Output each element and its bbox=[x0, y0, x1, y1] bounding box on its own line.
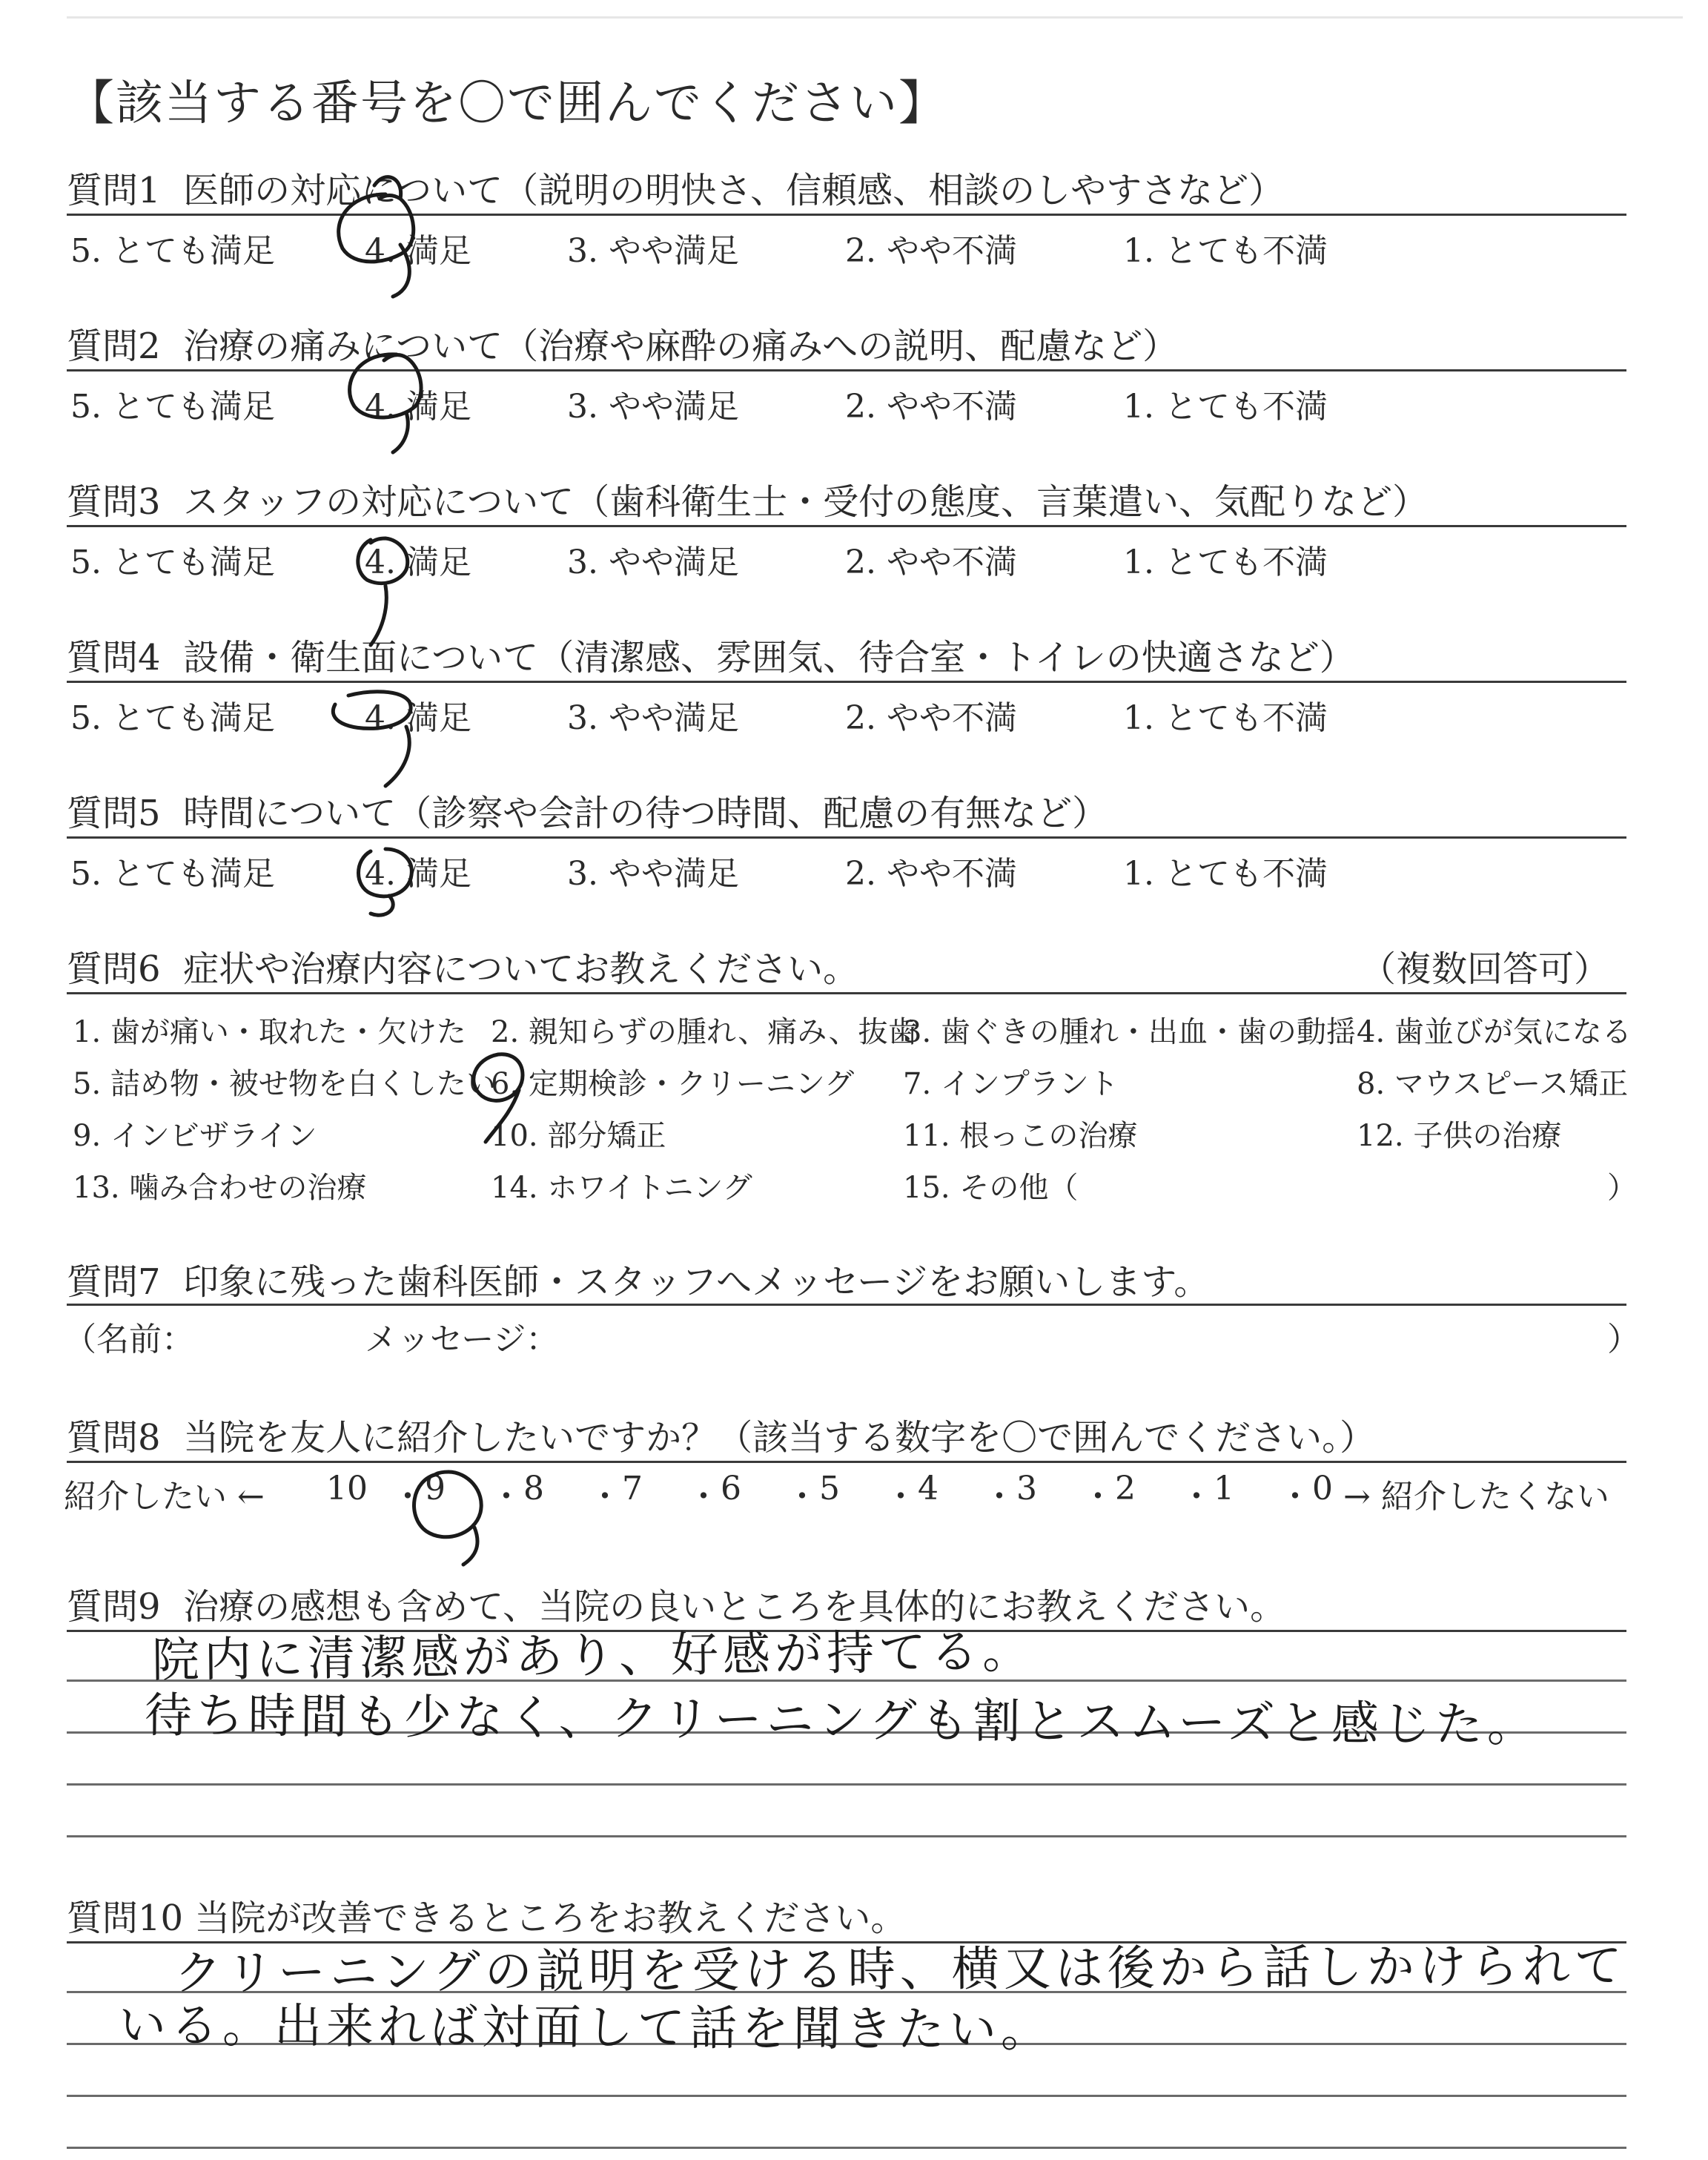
q4-selection-circle bbox=[333, 692, 411, 729]
q3-option-2[interactable]: 2. やや不満 bbox=[845, 544, 1017, 581]
q6-item-14[interactable]: 14. ホワイトニング bbox=[491, 1171, 752, 1205]
q3-option-5[interactable]: 5. とても満足 bbox=[70, 544, 275, 581]
q3-option-1[interactable]: 1. とても不満 bbox=[1123, 544, 1328, 581]
q8-scale-3[interactable]: 3 bbox=[1016, 1470, 1037, 1507]
q8-scale-separator: ・ bbox=[687, 1478, 720, 1516]
q8-scale-2[interactable]: 2 bbox=[1115, 1470, 1136, 1507]
q4-option-5[interactable]: 5. とても満足 bbox=[70, 699, 275, 737]
q8-scale-9[interactable]: 9 bbox=[425, 1470, 446, 1507]
q6-item-6[interactable]: 6. 定期検診・クリーニング bbox=[491, 1067, 855, 1101]
q4-selection-tail bbox=[385, 727, 409, 786]
question-10-text: 当院が改善できるところをお教えください。 bbox=[194, 1898, 907, 1939]
question-6-label: 質問6 bbox=[67, 948, 161, 990]
q6-item-11[interactable]: 11. 根っこの治療 bbox=[903, 1119, 1138, 1153]
q2-option-1[interactable]: 1. とても不満 bbox=[1123, 388, 1328, 426]
q5-option-2[interactable]: 2. やや不満 bbox=[845, 855, 1017, 893]
question-9-text: 治療の感想も含めて、当院の良いところを具体的にお教えください。 bbox=[183, 1586, 1286, 1628]
q10-handwritten-answer-2: いる。出来れば対面して話を聞きたい。 bbox=[118, 1998, 1053, 2058]
q8-scale-separator: ・ bbox=[1279, 1478, 1311, 1516]
q1-option-4[interactable]: 4. 満足 bbox=[365, 232, 471, 270]
q3-option-3[interactable]: 3. やや満足 bbox=[567, 544, 739, 581]
q6-item-9[interactable]: 9. インビザライン bbox=[73, 1119, 317, 1153]
q6-item-3[interactable]: 3. 歯ぐきの腫れ・出血・歯の動揺 bbox=[903, 1015, 1356, 1049]
question-5-label: 質問5 bbox=[67, 793, 161, 834]
q8-scale-separator: ・ bbox=[786, 1478, 818, 1516]
q6-item-5[interactable]: 5. 詰め物・被せ物を白くしたい bbox=[73, 1067, 496, 1101]
q8-selection-circle bbox=[414, 1472, 482, 1537]
q8-scale-separator: ・ bbox=[1180, 1478, 1213, 1516]
q7-message-label: メッセージ： bbox=[365, 1321, 559, 1358]
q3-selection-circle bbox=[358, 538, 408, 584]
q2-option-4[interactable]: 4. 満足 bbox=[365, 388, 471, 426]
q9-handwritten-answer-2: 待ち時間も少なく、クリーニングも割とスムーズと感じた。 bbox=[144, 1688, 1540, 1754]
q6-item-15[interactable]: 15. その他（ bbox=[903, 1171, 1079, 1205]
q8-scale-separator: ・ bbox=[1082, 1478, 1114, 1516]
q4-option-3[interactable]: 3. やや満足 bbox=[567, 699, 739, 737]
q8-scale-separator: ・ bbox=[490, 1478, 523, 1516]
q7-name-label: （名前： bbox=[64, 1321, 194, 1358]
q9-handwritten-answer-1: 院内に清潔感があり、好感が持てる。 bbox=[151, 1624, 1035, 1688]
q8-scale-separator: ・ bbox=[589, 1478, 621, 1516]
question-2-text: 治療の痛みについて（治療や麻酔の痛みへの説明、配慮など） bbox=[183, 326, 1179, 367]
question-6-text: 症状や治療内容についてお教えください。 bbox=[183, 948, 859, 990]
q8-right-label: → 紹介したくない bbox=[1343, 1478, 1609, 1516]
form-title: 【該当する番号を〇で囲んでください】 bbox=[67, 76, 947, 131]
q4-option-2[interactable]: 2. やや不満 bbox=[845, 699, 1017, 737]
question-10-label: 質問10 bbox=[67, 1898, 184, 1939]
question-1-label: 質問1 bbox=[67, 170, 161, 211]
q6-item-7[interactable]: 7. インプラント bbox=[903, 1067, 1119, 1101]
q1-option-2[interactable]: 2. やや不満 bbox=[845, 232, 1017, 270]
q8-left-label: 紹介したい ← bbox=[64, 1478, 265, 1516]
q6-item-15-close: ） bbox=[1607, 1171, 1637, 1205]
q10-handwritten-answer-1: クリーニングの説明を受ける時、横又は後から話しかけられて bbox=[173, 1938, 1626, 2001]
q5-option-1[interactable]: 1. とても不満 bbox=[1123, 855, 1328, 893]
q4-option-4[interactable]: 4. 満足 bbox=[365, 699, 471, 737]
question-2-label: 質問2 bbox=[67, 326, 161, 367]
question-9-label: 質問9 bbox=[67, 1586, 161, 1628]
question-7-label: 質問7 bbox=[67, 1261, 161, 1303]
q8-scale-5[interactable]: 5 bbox=[819, 1470, 840, 1507]
q6-item-1[interactable]: 1. 歯が痛い・取れた・欠けた bbox=[73, 1015, 466, 1049]
question-3-text: スタッフの対応について（歯科衛生士・受付の態度、言葉遣い、気配りなど） bbox=[183, 481, 1429, 523]
q8-scale-6[interactable]: 6 bbox=[721, 1470, 741, 1507]
q8-scale-separator: ・ bbox=[983, 1478, 1016, 1516]
q8-scale-7[interactable]: 7 bbox=[622, 1470, 643, 1507]
question-6-note: （複数回答可） bbox=[1360, 948, 1610, 990]
q3-selection-tail bbox=[371, 586, 386, 645]
q7-close: ） bbox=[1607, 1321, 1640, 1358]
q8-scale-1[interactable]: 1 bbox=[1214, 1470, 1234, 1507]
q1-option-3[interactable]: 3. やや満足 bbox=[567, 232, 739, 270]
q2-option-5[interactable]: 5. とても満足 bbox=[70, 388, 275, 426]
q5-option-5[interactable]: 5. とても満足 bbox=[70, 855, 275, 893]
q5-option-3[interactable]: 3. やや満足 bbox=[567, 855, 739, 893]
q8-scale-8[interactable]: 8 bbox=[523, 1470, 544, 1507]
question-7-text: 印象に残った歯科医師・スタッフへメッセージをお願いします。 bbox=[183, 1261, 1210, 1303]
q6-item-2[interactable]: 2. 親知らずの腫れ、痛み、抜歯 bbox=[491, 1015, 918, 1049]
q1-option-1[interactable]: 1. とても不満 bbox=[1123, 232, 1328, 270]
q1-option-5[interactable]: 5. とても満足 bbox=[70, 232, 275, 270]
q8-scale-4[interactable]: 4 bbox=[918, 1470, 939, 1507]
question-1-text: 医師の対応について（説明の明快さ、信頼感、相談のしやすさなど） bbox=[183, 170, 1285, 211]
q2-option-2[interactable]: 2. やや不満 bbox=[845, 388, 1017, 426]
q2-selection-tail bbox=[393, 412, 408, 452]
q6-item-10[interactable]: 10. 部分矯正 bbox=[491, 1119, 666, 1153]
q3-option-4[interactable]: 4. 満足 bbox=[365, 544, 471, 581]
q5-option-4[interactable]: 4. 満足 bbox=[365, 855, 471, 893]
question-4-label: 質問4 bbox=[67, 637, 161, 678]
question-3-label: 質問3 bbox=[67, 481, 161, 523]
q2-option-3[interactable]: 3. やや満足 bbox=[567, 388, 739, 426]
q6-item-4[interactable]: 4. 歯並びが気になる bbox=[1357, 1015, 1632, 1049]
question-4-text: 設備・衛生面について（清潔感、雰囲気、待合室・トイレの快適さなど） bbox=[183, 637, 1355, 678]
question-8-text: 当院を友人に紹介したいですか？（該当する数字を〇で囲んでください。） bbox=[183, 1417, 1376, 1459]
q6-item-13[interactable]: 13. 噛み合わせの治療 bbox=[73, 1171, 367, 1205]
q8-scale-0[interactable]: 0 bbox=[1312, 1470, 1333, 1507]
q6-item-6-selection-mark bbox=[474, 1054, 523, 1142]
q6-item-8[interactable]: 8. マウスピース矯正 bbox=[1357, 1067, 1629, 1101]
q4-option-1[interactable]: 1. とても不満 bbox=[1123, 699, 1328, 737]
q2-selection-circle bbox=[350, 354, 422, 417]
q8-scale-separator: ・ bbox=[884, 1478, 917, 1516]
question-8-label: 質問8 bbox=[67, 1417, 161, 1459]
q8-scale-separator: ・ bbox=[391, 1478, 424, 1516]
q8-scale-10[interactable]: 10 bbox=[326, 1470, 368, 1507]
question-5-text: 時間について（診察や会計の待つ時間、配慮の有無など） bbox=[183, 793, 1108, 834]
q6-item-12[interactable]: 12. 子供の治療 bbox=[1357, 1119, 1562, 1153]
q5-selection-tail bbox=[371, 896, 393, 915]
q5-selection-circle bbox=[359, 849, 412, 896]
